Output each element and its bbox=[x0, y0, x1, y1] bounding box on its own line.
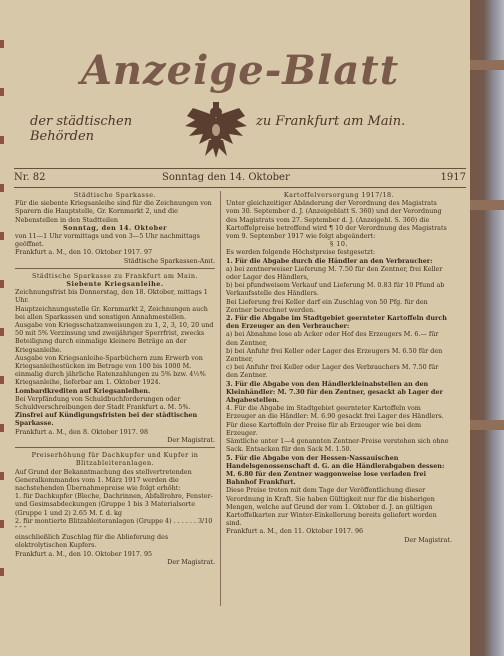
masthead-subtitle-left: der städtischen Behörden bbox=[30, 114, 133, 144]
text-paragraph: Zinsfrei auf Kündigungsfristen bei der städtischen Sparkasse. bbox=[15, 411, 198, 428]
text-paragraph: Ausgabe von Kriegsschatzanweisungen zu 1, 2, 3, 10, 20 und 50 mit 5% Verzinsung und zweijähriger Sperrfrist, zwecks Beteiligung durch einmalige kleinere Beträge an der Kriegsanleihe. bbox=[15, 321, 214, 354]
text-paragraph: Für die siebente Kriegsanleihe sind für die Zeichnungen von Sparern die Hauptstelle, Gr. Kornmarkt 2, und die Nebenstellen in den Stadtteilen bbox=[15, 199, 212, 224]
text-paragraph: Städtische Sparkasse zu Frankfurt am Main. bbox=[31, 271, 199, 280]
text-paragraph: Preiserhöhung für Dachkupfer und Kupfer in Blitzableiteranlagen. bbox=[31, 451, 199, 468]
binding-edge bbox=[0, 40, 5, 640]
text-paragraph: Bei Verpfändung von Schuldbuchforderungen oder Schuldverschreibungen der Stadt Frankfurt a. M. 5%. bbox=[15, 394, 191, 412]
right-column bbox=[226, 191, 452, 544]
text-paragraph: Unter gleichzeitiger Abänderung der Verordnung des Magistrats vom 30. September d. J. (Anzeigeblatt S. 360) und der Verordnung des Magistrats vom 27. September d. J. (Anzeigebl. S. 360) die Kartoffelpreise betreffend wird ¶ 10 der Verordnung des Magistrats vom 9. September 1917 wie folgt abgeändert: bbox=[226, 199, 447, 241]
issue-header bbox=[14, 172, 466, 186]
text-paragraph: Auf Grund der Bekanntmachung des stellvertretenden Generalkommandos vom 1. März 1917 werden die nachstehenden Übernahmepreise wie folgt erhöht: bbox=[15, 467, 192, 492]
section-divider bbox=[15, 447, 215, 448]
section-divider bbox=[15, 268, 215, 269]
text-paragraph: Zeichnungsfrist bis Donnerstag, den 18. Oktober, mittags 1 Uhr. bbox=[15, 288, 208, 305]
text-paragraph: Ausgabe von Kriegsanleihe-Sparbüchern zum Erwerb von Kriegsanleihestücken im Betrage von 100 bis 1000 M. einmalig durch jährliche Ratenzahlungen zu 5% bzw. 4½% Kriegsanleihe, lieferbar am 1. Oktober 1924. bbox=[15, 353, 206, 387]
text-paragraph: Der Magistrat. bbox=[167, 435, 215, 444]
masthead-subtitle-right: zu Frankfurt am Main. bbox=[256, 114, 406, 129]
issue-number: Nr. 82 bbox=[14, 172, 46, 183]
eagle-emblem-icon bbox=[183, 98, 249, 164]
text-paragraph: Diese Preise treten mit dem Tage der Veröffentlichung dieser Verordnung in Kraft. Sie haben Gültigkeit nur für die bisherigen Mengen, welche auf Grund der vom 1. Oktober d. J. an gültigen Kartoffelkarten zur Winter-Einkellerung bereits geliefert worden sind. bbox=[226, 486, 437, 528]
text-paragraph: Siebente Kriegsanleihe. bbox=[66, 280, 164, 289]
text-paragraph: b) bei pfundweisem Verkauf und Lieferung M. 0.83 für 10 Pfund ab Verkaufsstelle des Händlers. bbox=[226, 281, 445, 298]
text-paragraph: Frankfurt a. M., den 10. Oktober 1917. 97 bbox=[15, 248, 153, 257]
text-paragraph: Städtische Sparkassen-Amt. bbox=[123, 256, 215, 265]
text-paragraph: 1. für Dachkupfer (Bleche, Dachrinnen, Abfallrohre, Fenster- und Gesimsabdeckungen (Gruppe 1 bis 3 Materialsorte (Gruppe 1 und 2) 2.65 M. f. d. kg bbox=[15, 492, 213, 517]
masthead-title: Anzeige-Blatt bbox=[80, 47, 400, 94]
header-rule-bottom bbox=[14, 187, 466, 188]
text-paragraph: 2. für montierte Blitzableiteranlagen (Gruppe 4) . . . . . . 3/10 ″ ″ ″ bbox=[15, 516, 213, 533]
text-paragraph: Es werden folgende Höchstpreise festgesetzt: bbox=[226, 248, 376, 257]
text-paragraph: c) bei Anfuhr frei Keller oder Lager des Verbrauchers M. 7.50 für den Zentner. bbox=[226, 363, 439, 380]
text-paragraph: 4. Für die Abgabe im Stadtgebiet geernteter Kartoffeln vom Erzeuger an die Händler: M. 6.90 gesackt frei Lager des Händlers. Für diese Kartoffeln der Preise für ab Erzeuger wie bei dem Erzeuger. bbox=[226, 404, 444, 437]
text-paragraph: 3. Für die Abgabe von den Händlerkleinabstellen an den Kleinhändler: M. 7.30 für den Zentner, gesackt ab Lager der Abgabestellen. bbox=[226, 379, 443, 405]
header-rule-top bbox=[14, 168, 466, 169]
text-paragraph: § 10. bbox=[330, 240, 348, 249]
text-paragraph: Frankfurt a. M., den 10. Oktober 1917. 95 bbox=[15, 549, 153, 558]
issue-date: Sonntag den 14. Oktober bbox=[162, 172, 290, 183]
text-paragraph: 5. Für die Abgabe von der Hessen-Nassauischen Handelsgenossenschaft d. G. an die Händlerabgaben dessen: M. 6.80 für den Zentner waggonweise lose verladen frei Bahnhof Frankfurt. bbox=[226, 453, 445, 487]
text-paragraph: Kartoffelversorgung 1917/18. bbox=[283, 191, 395, 199]
text-paragraph: Sämtliche unter 1—4 genannten Zentner-Preise verstehen sich ohne Sack. Entsacken für den Sack M. 1.50. bbox=[226, 437, 449, 454]
text-paragraph: Hauptzeichnungsstelle Gr. Kornmarkt 2, Zeichnungen auch bei allen Sparkassen und sonstigen Annahmestellen. bbox=[15, 304, 208, 321]
column-divider bbox=[220, 191, 221, 606]
text-paragraph: Frankfurt a. M., den 8. Oktober 1917. 98 bbox=[15, 427, 149, 436]
text-paragraph: von 11—1 Uhr vormittags und von 3—5 Uhr nachmittags geöffnet. bbox=[15, 232, 200, 249]
text-paragraph: Der Magistrat. bbox=[167, 557, 215, 566]
text-paragraph: b) bei Anfuhr frei Keller oder Lager des Erzeugers M. 6.50 für den Zentner, bbox=[226, 346, 443, 364]
text-paragraph: Der Magistrat. bbox=[404, 535, 452, 544]
text-paragraph: einschließlich Zuschlag für die Ablieferung des elektrolytischen Kupfers. bbox=[15, 533, 169, 550]
issue-year: 1917 bbox=[440, 172, 466, 183]
text-paragraph: Frankfurt a. M., den 11. Oktober 1917. 96 bbox=[226, 527, 364, 536]
text-paragraph: Bei Lieferung frei Keller darf ein Zuschlag von 50 Pfg. für den Zentner berechnet werden. bbox=[226, 297, 428, 314]
text-paragraph: Städtische Sparkasse. bbox=[73, 191, 157, 199]
text-paragraph: 2. Für die Abgabe im Stadtgebiet geernteter Kartoffeln durch den Erzeuger an den Verbraucher: bbox=[226, 314, 447, 331]
left-column bbox=[15, 191, 215, 566]
text-paragraph: Lombardkrediten auf Kriegsanleihen. bbox=[15, 386, 151, 395]
text-paragraph: Sonntag, den 14. Oktober bbox=[62, 223, 168, 232]
text-paragraph: 1. Für die Abgabe durch die Händler an den Verbraucher: bbox=[226, 256, 433, 265]
book-spine bbox=[470, 0, 504, 656]
text-paragraph: a) bei zentnerweiser Lieferung M. 7.50 für den Zentner, frei Keller oder Lager des Händlers, bbox=[226, 264, 443, 282]
text-paragraph: a) bei Abnahme lose ab Acker oder Hof des Erzeugers M. 6.— für den Zentner, bbox=[226, 330, 439, 347]
